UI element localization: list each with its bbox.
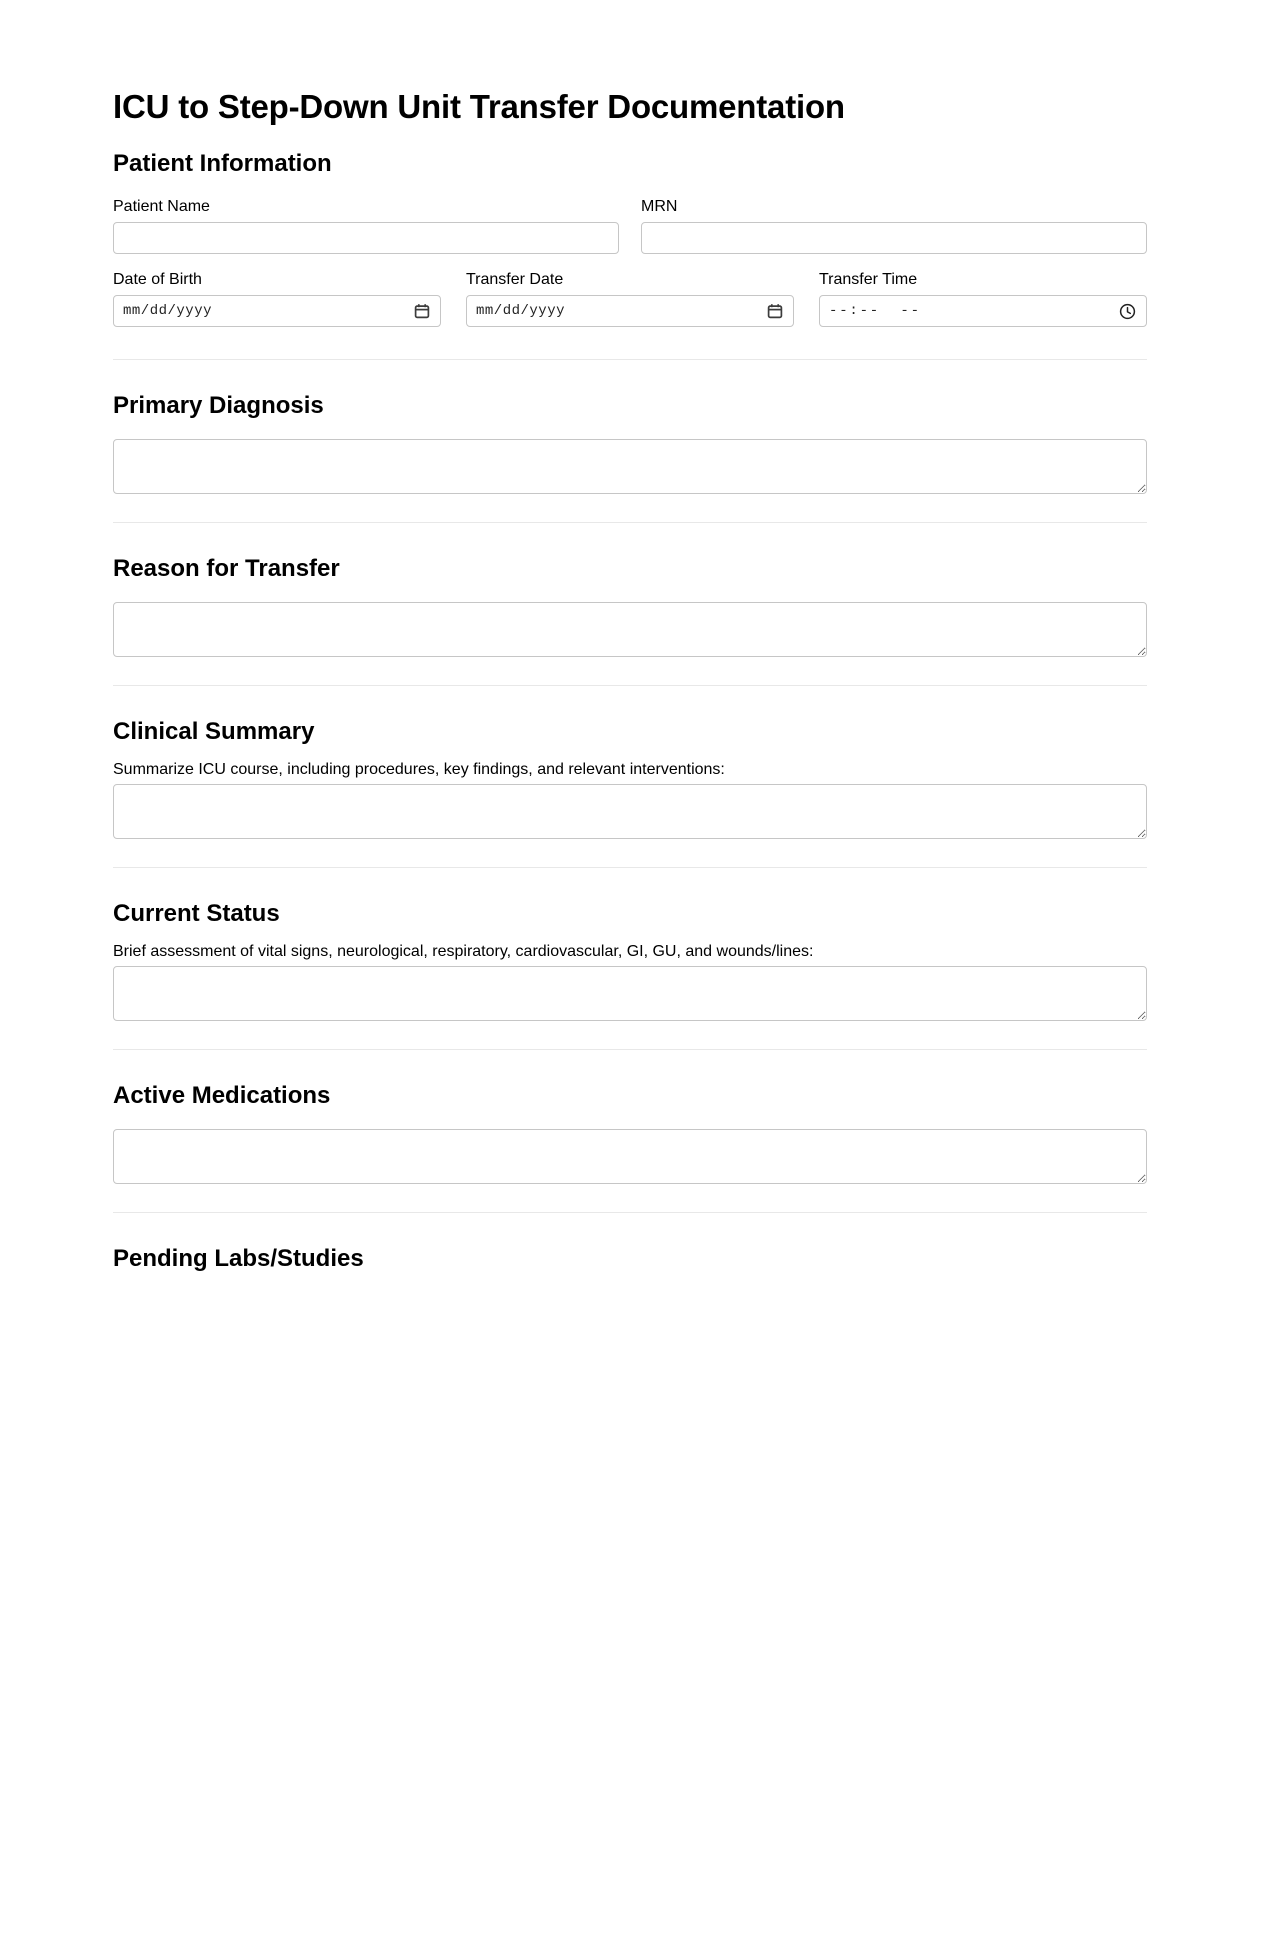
transfer-time-label: Transfer Time (819, 271, 918, 288)
clinical-summary-description: Summarize ICU course, including procedures, key findings, and relevant interventions: (113, 761, 725, 778)
transfer-date-label: Transfer Date (466, 271, 564, 288)
page-title: ICU to Step-Down Unit Transfer Documentation (113, 88, 845, 125)
mrn-input[interactable] (641, 222, 1147, 254)
transfer-time-field (819, 270, 1147, 327)
section-clinical-summary (113, 685, 1147, 867)
section-patient-information (113, 150, 1147, 359)
patient-information-heading: Patient Information (113, 150, 332, 177)
clock-icon[interactable] (1119, 303, 1136, 320)
patient-info-row-1 (113, 197, 1147, 254)
current-status-heading: Current Status (113, 900, 280, 927)
primary-diagnosis-heading: Primary Diagnosis (113, 392, 324, 419)
current-status-textarea[interactable] (113, 966, 1147, 1021)
pending-labs-studies-heading: Pending Labs/Studies (113, 1245, 364, 1272)
date-of-birth-field (113, 270, 441, 327)
clinical-summary-heading: Clinical Summary (113, 718, 315, 745)
patient-name-input[interactable] (113, 222, 619, 254)
mrn-field (641, 197, 1147, 254)
section-pending-labs-studies (113, 1212, 1147, 1301)
transfer-time-input[interactable] (819, 295, 1147, 327)
section-primary-diagnosis (113, 359, 1147, 522)
reason-for-transfer-heading: Reason for Transfer (113, 555, 340, 582)
current-status-description: Brief assessment of vital signs, neurological, respiratory, cardiovascular, GI, GU, and wounds/lines: (113, 943, 814, 960)
section-current-status (113, 867, 1147, 1049)
section-reason-for-transfer (113, 522, 1147, 685)
patient-name-label: Patient Name (113, 198, 210, 215)
transfer-time-placeholder: --:-- -- (829, 303, 921, 319)
mrn-label: MRN (641, 198, 678, 215)
date-of-birth-label: Date of Birth (113, 271, 202, 288)
date-of-birth-input[interactable] (113, 295, 441, 327)
clinical-summary-textarea[interactable] (113, 784, 1147, 839)
transfer-date-field (466, 270, 794, 327)
calendar-icon[interactable] (414, 303, 430, 319)
form-page (113, 0, 1147, 1301)
patient-info-row-2 (113, 270, 1147, 327)
calendar-icon[interactable] (767, 303, 783, 319)
active-medications-heading: Active Medications (113, 1082, 331, 1109)
date-of-birth-placeholder: mm/dd/yyyy (123, 303, 213, 319)
active-medications-textarea[interactable] (113, 1129, 1147, 1184)
transfer-date-placeholder: mm/dd/yyyy (476, 303, 566, 319)
transfer-date-input[interactable] (466, 295, 794, 327)
section-active-medications (113, 1049, 1147, 1212)
patient-name-field (113, 197, 619, 254)
reason-for-transfer-textarea[interactable] (113, 602, 1147, 657)
primary-diagnosis-textarea[interactable] (113, 439, 1147, 494)
